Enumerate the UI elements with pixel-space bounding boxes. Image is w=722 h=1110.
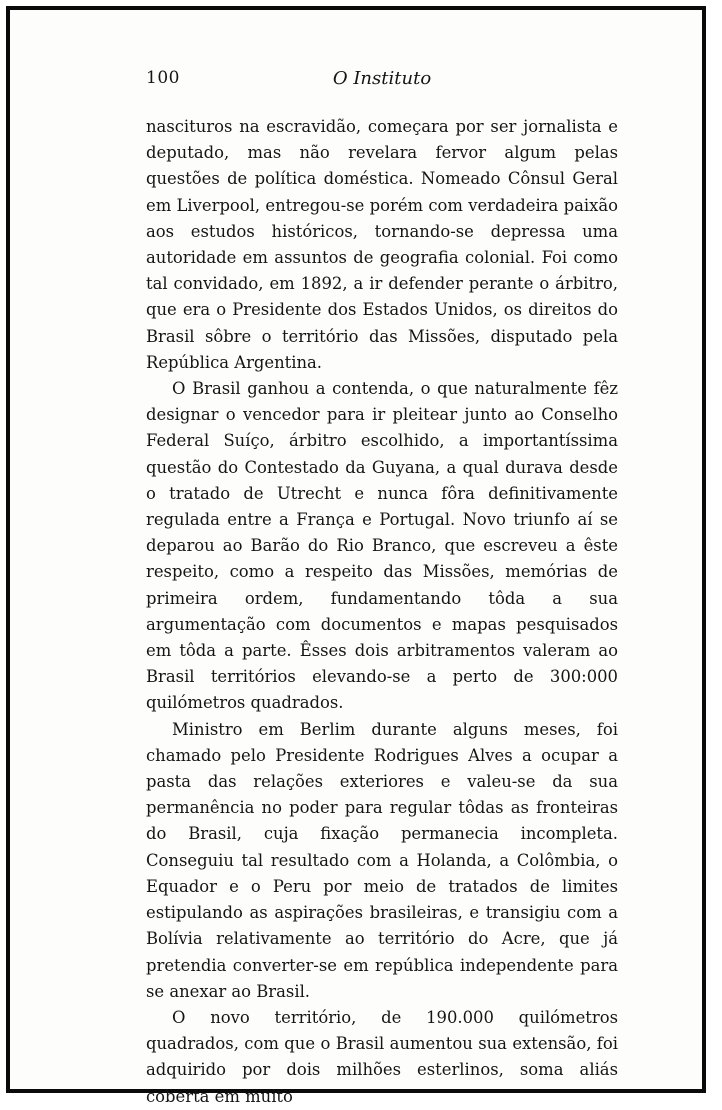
paragraph-2: O Brasil ganhou a contenda, o que naturalmente fêz designar o vencedor para ir pleitear junto ao Conselho Federal Suíço, árbitro escolhido, a importantíssima questão do Contestado da Guyana, a qual durava desde o tratado de Utrecht e nunca fôra definitivamente regulada entre a França e Portugal. Novo triunfo aí se deparou ao Barão do Rio Branco, que escreveu a êste respeito, como a respeito das Missões, memórias de primeira ordem, fundamentando tôda a sua argumentação com documentos e mapas pesquisados em tôda a parte. Êsses dois arbitramentos valeram ao Brasil territórios elevando-se a perto de 300:000 quilómetros quadrados. bbox=[146, 379, 618, 713]
body-text bbox=[146, 114, 618, 1110]
paragraph-1: nascituros na escravidão, começara por ser jornalista e deputado, mas não revelara fervor algum pelas questões de política doméstica. Nomeado Cônsul Geral em Liverpool, entregou-se porém com verdadeira paixão aos estudos históricos, tornando-se depressa uma autoridade em assuntos de geografia colonial. Foi como tal convidado, em 1892, a ir defender perante o árbitro, que era o Presidente dos Estados Unidos, os direitos do Brasil sôbre o território das Missões, disputado pela República Argentina. bbox=[146, 117, 618, 372]
running-title: O Instituto bbox=[332, 68, 432, 89]
paragraph-4: O novo território, de 190.000 quilómetros quadrados, com que o Brasil aumentou sua extensão, foi adquirido por dois milhões esterlinos, soma aliás coberta em muito bbox=[146, 1007, 618, 1106]
page-header bbox=[146, 68, 618, 92]
paragraph-3: Ministro em Berlim durante alguns meses, foi chamado pelo Presidente Rodrigues Alves a ocupar a pasta das relações exteriores e valeu-se da sua permanência no poder para regular tôdas as fronteiras do Brasil, cuja fixação permanecia incompleta. Conseguiu tal resultado com a Holanda, a Colômbia, o Equador e o Peru por meio de tratados de limites estipulando as aspirações brasileiras, e transigiu com a Bolívia relativamente ao território do Acre, que já pretendia converter-se em república independente para se anexar ao Brasil. bbox=[146, 719, 618, 1001]
page-number: 100 bbox=[146, 68, 180, 88]
